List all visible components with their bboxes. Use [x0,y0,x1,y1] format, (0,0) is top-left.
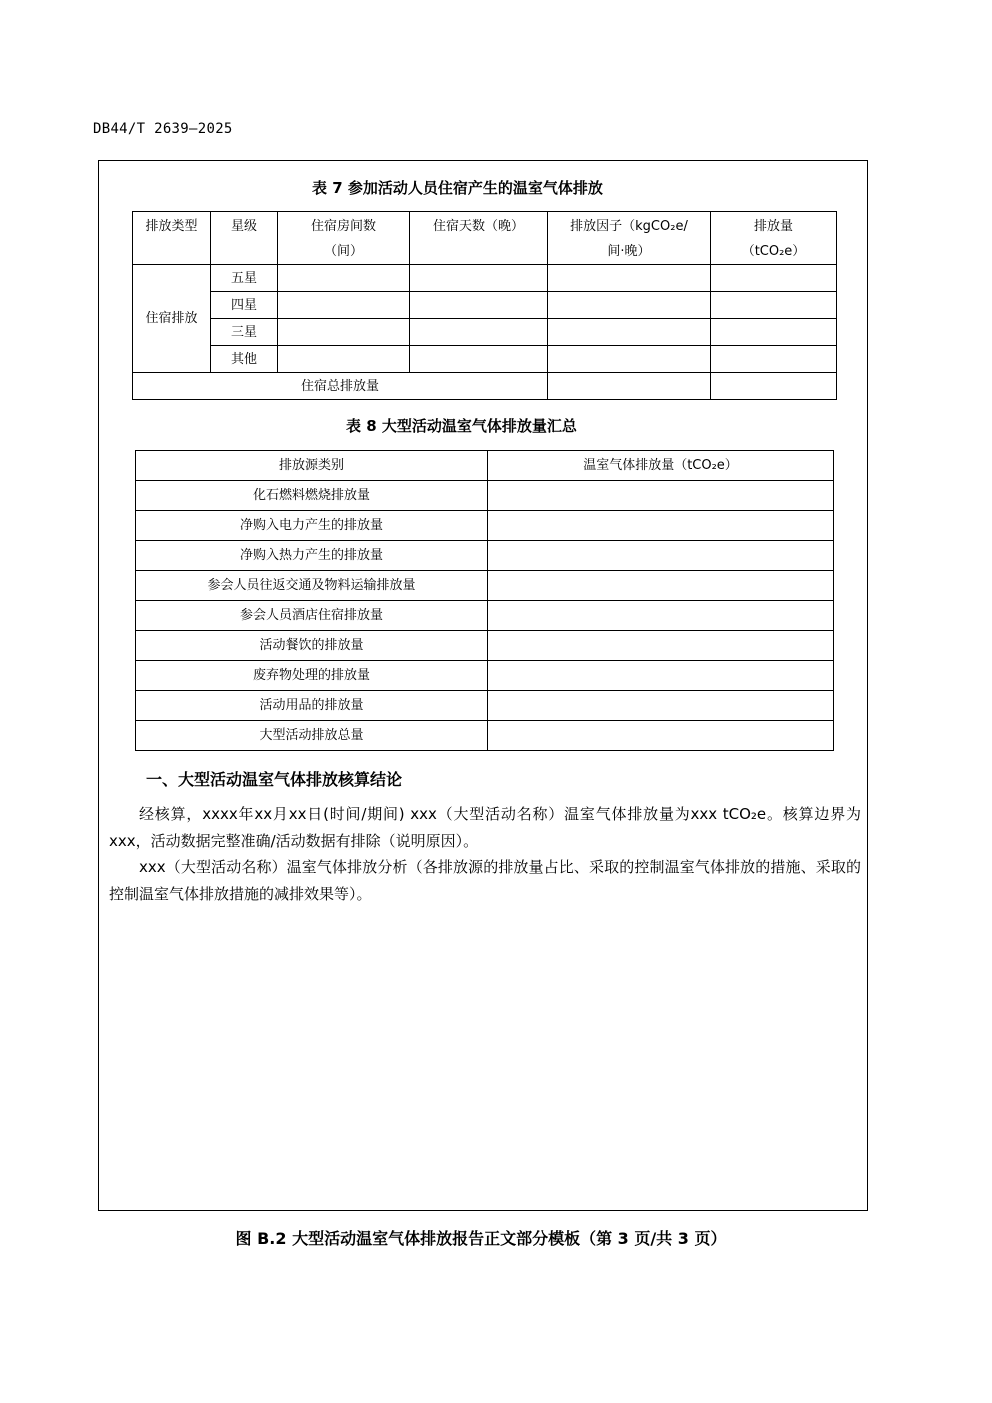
header-factor-line2: 间·晚） [607,244,651,259]
input-cell[interactable] [488,601,834,631]
lodging-emission-table [132,211,837,400]
table-header-row [133,212,837,265]
input-cell[interactable] [488,661,834,691]
table-row [136,511,834,541]
input-cell[interactable] [410,319,548,346]
table-row [136,601,834,631]
input-cell[interactable] [488,631,834,661]
source-cell: 参会人员酒店住宿排放量 [136,601,488,631]
source-cell: 参会人员往返交通及物料运输排放量 [136,571,488,601]
input-cell[interactable] [488,511,834,541]
header-factor [548,212,711,265]
input-cell[interactable] [488,571,834,601]
source-cell: 化石燃料燃烧排放量 [136,481,488,511]
input-cell[interactable] [488,721,834,751]
header-star-level: 星级 [211,212,278,265]
source-cell: 活动餐饮的排放量 [136,631,488,661]
input-cell[interactable] [548,319,711,346]
input-cell[interactable] [548,292,711,319]
input-cell[interactable] [488,691,834,721]
table-row [136,541,834,571]
table-row [136,691,834,721]
header-nights: 住宿天数（晚） [410,212,548,265]
table-row [136,661,834,691]
input-cell[interactable] [711,346,837,373]
input-cell[interactable] [488,541,834,571]
source-cell: 净购入电力产生的排放量 [136,511,488,541]
table-row [133,346,837,373]
emission-summary-table [135,450,834,751]
star-level-cell: 三星 [211,319,278,346]
total-label: 住宿总排放量 [133,373,548,400]
input-cell[interactable] [278,319,410,346]
header-rooms [278,212,410,265]
conclusion-paragraph-2: xxx（大型活动名称）温室气体排放分析（各排放源的排放量占比、采取的控制温室气体排放的措施、采取的控制温室气体排放措施的减排效果等）。 [109,858,861,903]
source-cell: 废弃物处理的排放量 [136,661,488,691]
table-row [133,265,837,292]
table8-caption: 表 8 大型活动温室气体排放量汇总 [346,417,577,435]
total-row [133,373,837,400]
table-row [136,481,834,511]
input-cell[interactable] [548,346,711,373]
input-cell[interactable] [278,346,410,373]
header-emission-line2: （tCO₂e） [741,244,806,259]
header-rooms-line1: 住宿房间数 [310,219,376,234]
source-cell: 活动用品的排放量 [136,691,488,721]
group-label-lodging: 住宿排放 [133,265,211,373]
standard-code: DB44/T 2639—2025 [93,121,233,137]
table-row [136,571,834,601]
table-row [133,319,837,346]
input-cell[interactable] [711,292,837,319]
conclusion-paragraph-1: 经核算，xxxx年xx月xx日(时间/期间) xxx（大型活动名称）温室气体排放量为xxx tCO₂e。核算边界为xxx，活动数据完整准确/活动数据有排除（说明原因）。 [109,805,861,850]
header-emission-type: 排放类型 [133,212,211,265]
table-header-row [136,451,834,481]
table-row [133,292,837,319]
input-cell[interactable] [548,265,711,292]
star-level-cell: 其他 [211,346,278,373]
table7-caption: 表 7 参加活动人员住宿产生的温室气体排放 [312,179,603,197]
input-cell[interactable] [711,265,837,292]
input-cell[interactable] [278,265,410,292]
input-cell[interactable] [410,346,548,373]
header-emission-line1: 排放量 [753,219,793,234]
source-cell: 净购入热力产生的排放量 [136,541,488,571]
input-cell[interactable] [711,373,837,400]
input-cell[interactable] [410,265,548,292]
star-level-cell: 五星 [211,265,278,292]
input-cell[interactable] [488,481,834,511]
header-emission [711,212,837,265]
input-cell[interactable] [278,292,410,319]
table-row [136,631,834,661]
header-rooms-line2: （间） [323,244,363,259]
source-cell: 大型活动排放总量 [136,721,488,751]
input-cell[interactable] [410,292,548,319]
header-factor-line1: 排放因子（kgCO₂e/ [570,219,688,234]
star-level-cell: 四星 [211,292,278,319]
header-ghg-emission: 温室气体排放量（tCO₂e） [488,451,834,481]
figure-caption: 图 B.2 大型活动温室气体排放报告正文部分模板（第 3 页/共 3 页） [235,1229,727,1248]
header-source-category: 排放源类别 [136,451,488,481]
input-cell[interactable] [548,373,711,400]
input-cell[interactable] [711,319,837,346]
conclusion-heading: 一、大型活动温室气体排放核算结论 [146,770,403,789]
table-row [136,721,834,751]
